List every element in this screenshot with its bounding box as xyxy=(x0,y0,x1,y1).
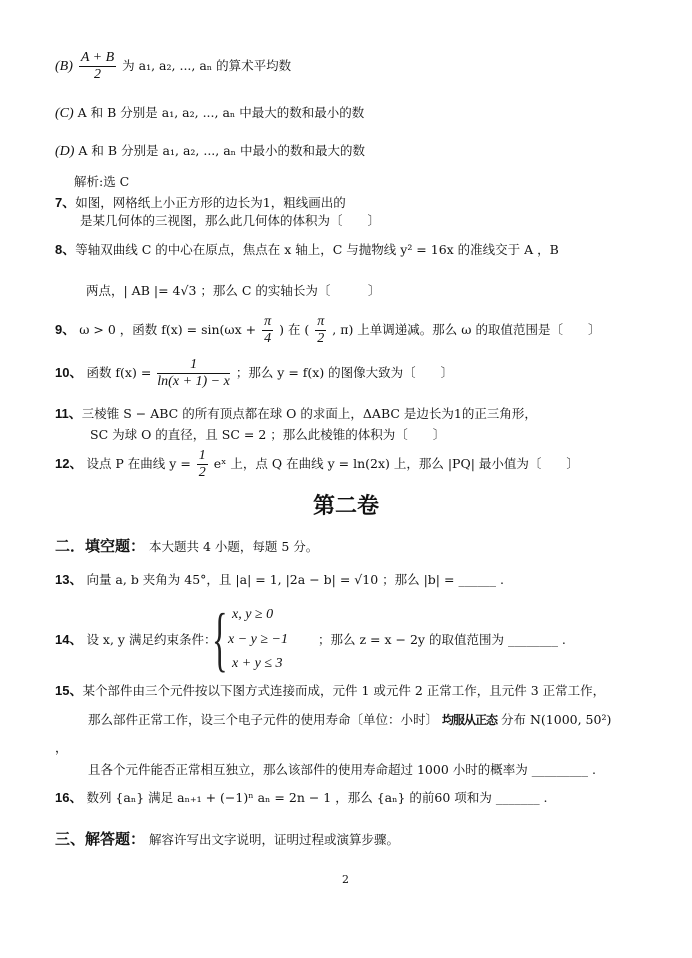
question-15 xyxy=(55,683,605,699)
question-text-b: ；那么 z = x − 2y 的取值范围为 xyxy=(318,632,504,647)
question-text-a: 函数 f(x) = xyxy=(86,365,152,381)
frac-denominator: ln(x + 1) − x xyxy=(157,374,230,390)
question-text-c: . xyxy=(561,632,566,647)
question-text: 且各个元件能否正常相互独立，那么该部件的使用寿命超过 1000 小时的概率为 xyxy=(88,762,528,777)
section-2-heading xyxy=(55,537,318,555)
question-number: 7、 xyxy=(55,195,76,210)
question-14 xyxy=(55,632,216,648)
question-11 xyxy=(55,406,537,422)
question-15-line3 xyxy=(88,762,596,777)
question-7-line2: 是某几何体的三视图，那么此几何体的体积为〔 〕 xyxy=(80,213,381,228)
question-8 xyxy=(55,242,559,258)
analysis: 解析:选 C xyxy=(74,174,130,189)
question-text: 数列 {aₙ} 满足 aₙ₊₁ + (−1)ⁿ aₙ = 2n − 1 ，那么 {aₙ} 的前60 项和为 xyxy=(86,790,492,805)
question-number: 15、 xyxy=(55,683,83,698)
option-d-label: (D) xyxy=(55,144,75,159)
constraint-3: x + y ≤ 3 xyxy=(232,656,283,671)
question-11-line2: SC 为球 O 的直径，且 SC = 2 ；那么此棱锥的体积为〔 〕 xyxy=(90,427,446,442)
question-number: 8、 xyxy=(55,242,76,257)
question-text-b: . xyxy=(499,572,504,587)
question-7 xyxy=(55,195,346,211)
part-2-title: 第二卷 xyxy=(313,494,380,519)
section-title: 三、解答题： xyxy=(55,830,146,848)
option-c-text: A 和 B 分别是 a₁, a₂, ..., aₙ 中最大的数和最小的数 xyxy=(77,105,365,120)
section-3-heading xyxy=(55,830,399,848)
answer-blank: ________ xyxy=(507,632,558,647)
question-text-a: 设点 P 在曲线 y = xyxy=(86,456,191,472)
question-number: 13、 xyxy=(55,572,83,587)
frac-denominator: 2 xyxy=(317,331,325,347)
option-c-label: (C) xyxy=(55,106,74,121)
question-number: 16、 xyxy=(55,790,83,805)
period: . xyxy=(543,790,548,805)
question-number: 10、 xyxy=(55,365,83,381)
question-text: 如图，网格纸上小正方形的边长为1，粗线画出的 xyxy=(75,195,346,210)
distribution-text: 分布 N(1000, 50²) xyxy=(501,712,612,727)
answer-blank: _________ xyxy=(531,762,588,777)
constraint-1: x, y ≥ 0 xyxy=(232,607,274,622)
question-number: 12、 xyxy=(55,456,83,472)
question-number: 11、 xyxy=(55,406,82,421)
question-number: 14、 xyxy=(55,632,83,647)
frac-denominator: 4 xyxy=(264,331,272,347)
question-text: 三棱锥 S − ABC 的所有顶点都在球 O 的求面上，ΔABC 是边长为1的正三角形， xyxy=(81,406,537,421)
question-text-a: 向量 a, b 夹角为 45°，且 |a| = 1, |2a − b| = √10 ；那么 |b| = xyxy=(86,572,455,587)
question-text: 某个部件由三个元件按以下图方式连接而成，元件 1 或元件 2 正常工作，且元件 3 正常工作， xyxy=(82,683,606,698)
question-16 xyxy=(55,790,548,806)
frac-pi-2 xyxy=(315,314,326,347)
period: . xyxy=(591,762,596,777)
question-text-c: , π) 上单调递减。那么 ω 的取值范围是〔 〕 xyxy=(332,322,601,338)
constraint-brace: { xyxy=(212,599,228,679)
question-text-a: 设 x, y 满足约束条件： xyxy=(86,632,217,647)
garbled-text: 均服从正态 xyxy=(442,713,498,727)
section-desc: 本大题共 4 小题，每题 5 分。 xyxy=(149,539,319,554)
option-c xyxy=(55,105,364,123)
question-number: 9、 xyxy=(55,322,76,338)
question-9 xyxy=(55,314,600,347)
frac-pi-4 xyxy=(262,314,273,347)
option-d xyxy=(55,143,365,161)
constraint-2: x − y ≥ −1 xyxy=(228,632,289,647)
option-b-label: (B) xyxy=(55,59,73,75)
question-text-b: ；那么 y = f(x) 的图像大致为〔 〕 xyxy=(235,365,454,381)
question-text-b: eˣ 上，点 Q 在曲线 y = ln(2x) 上，那么 |PQ| 最小值为〔 〕 xyxy=(213,456,579,472)
frac-numerator: π xyxy=(262,314,273,331)
question-15-line2 xyxy=(88,712,611,727)
question-8-line2: 两点，| AB |= 4√3 ；那么 C 的实轴长为〔 〕 xyxy=(86,283,381,298)
frac-function xyxy=(157,357,230,390)
frac-denominator: 2 xyxy=(198,465,206,481)
option-b-text: 为 a₁, a₂, ..., aₙ 的算术平均数 xyxy=(122,58,292,74)
frac-half xyxy=(197,448,208,481)
frac-denominator: 2 xyxy=(94,67,102,83)
question-text-a: ω > 0 ，函数 f(x) = sin(ωx + xyxy=(79,322,257,338)
question-14-tail xyxy=(318,632,566,647)
question-text: 等轴双曲线 C 的中心在原点，焦点在 x 轴上，C 与抛物线 y² = 16x 的准线交于 A ，B xyxy=(75,242,559,257)
page-number: 2 xyxy=(342,873,349,886)
section-title: 二．填空题： xyxy=(55,537,146,555)
question-text: 那么部件正常工作，设三个电子元件的使用寿命〔单位：小时〕 xyxy=(88,712,439,727)
question-15-comma: ， xyxy=(55,740,68,755)
option-b xyxy=(55,50,291,83)
frac-numerator: 1 xyxy=(197,448,208,465)
section-desc: 解容许写出文字说明，证明过程或演算步骤。 xyxy=(149,832,400,847)
frac-numerator: A + B xyxy=(79,50,116,67)
answer-blank: ______ xyxy=(458,572,496,587)
question-10 xyxy=(55,357,453,390)
question-12 xyxy=(55,448,579,481)
answer-blank: _______ xyxy=(495,790,540,805)
question-13 xyxy=(55,572,504,588)
option-b-fraction xyxy=(79,50,116,83)
option-d-text: A 和 B 分别是 a₁, a₂, ..., aₙ 中最小的数和最大的数 xyxy=(78,143,366,158)
frac-numerator: 1 xyxy=(157,357,230,374)
frac-numerator: π xyxy=(315,314,326,331)
question-text-b: ) 在 ( xyxy=(279,322,310,338)
